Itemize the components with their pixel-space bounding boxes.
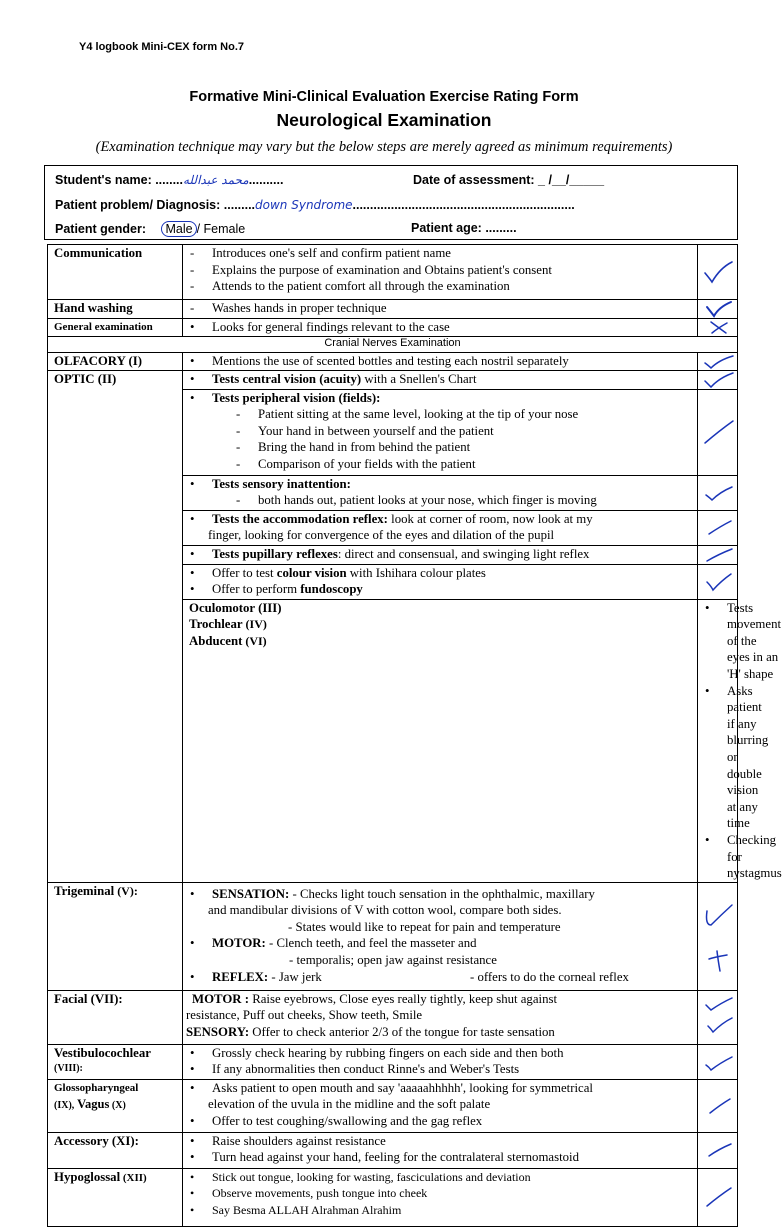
- row-hypoglossal: [48, 1168, 738, 1226]
- form-note: (Examination technique may vary but the below steps are merely agreed as minimum requirements): [95, 139, 673, 155]
- row-content: • Stick out tongue, looking for wasting, fasciculations and deviation • Observe movements, push tongue into cheek • Say Besma ALLAH Alrahman Alrahim: [183, 1168, 698, 1226]
- row-general-examination: [48, 319, 738, 337]
- checkmark-icon: [698, 1182, 737, 1212]
- row-content: MOTOR : Raise eyebrows, Close eyes really tightly, keep shut against resistance, Puff out cheeks, Show teeth, Smile SENSORY: Offer to check anterior 2/3 of the tongue for taste sensation: [183, 990, 698, 1044]
- row-label: General examination: [48, 319, 183, 337]
- row-content: • Raise shoulders against resistance • Turn head against your hand, feeling for the contralateral sternomastoid: [183, 1132, 698, 1168]
- form-subject-title: Neurological Examination: [276, 110, 492, 130]
- diagnosis-label: Patient problem/ Diagnosis: .........: [55, 198, 256, 212]
- row-label: OLFACORY (I): [48, 352, 183, 370]
- row-trigeminal: [48, 882, 738, 990]
- row-content: • Mentions the use of scented bottles and testing each nostril separately: [183, 352, 698, 370]
- patient-age: Patient age: .........: [411, 221, 517, 235]
- row-content: • Tests movement of the eyes in an 'H' shape • Asks patient if any blurring or double vision at any time • Checking for nystagmus: [698, 599, 738, 882]
- check-cell: [698, 352, 738, 370]
- checkmark-icon: [698, 996, 737, 1038]
- row-content: • Tests pupillary reflexes: direct and consensual, and swinging light reflex: [183, 545, 698, 564]
- checkmark-icon: [698, 300, 737, 318]
- row-content: • Asks patient to open mouth and say 'aaaaahhhhh', looking for symmetrical elevation of the uvula in the midline and the soft palate • Offer to test coughing/swallowing and the gag reflex: [183, 1079, 698, 1132]
- gender-options: [161, 222, 245, 236]
- row-content: • Looks for general findings relevant to the case: [183, 319, 698, 337]
- cross-mark-icon: [698, 945, 737, 975]
- check-cell: [698, 1079, 738, 1132]
- check-cell: [698, 245, 738, 300]
- row-olfactory: [48, 352, 738, 370]
- student-name-label: Student's name: ........: [55, 173, 183, 187]
- row-cranial-nerves-heading: [48, 336, 738, 352]
- row-content: • Tests sensory inattention: - both hands out, patient looks at your nose, which finger is moving: [183, 475, 698, 510]
- check-cell: [698, 510, 738, 545]
- row-handwashing: [48, 300, 738, 319]
- row-content: • Tests peripheral vision (fields): - Patient sitting at the same level, looking at the tip of your nose - Your hand in between yourself and the patient - Bring the hand in from behind the patient - Comparison of your fields with the patient: [183, 389, 698, 475]
- row-content: • Tests central vision (acuity) with a Snellen's Chart: [183, 370, 698, 389]
- checkmark-icon: [698, 1139, 737, 1161]
- row-content: • Grossly check hearing by rubbing fingers on each side and then both • If any abnormalities then conduct Rinne's and Weber's Tests: [183, 1044, 698, 1079]
- diagnosis-line: [55, 198, 575, 212]
- student-name-dots: ..........: [248, 173, 284, 187]
- row-content: - Washes hands in proper technique: [183, 300, 698, 319]
- check-cell: [698, 564, 738, 599]
- diagnosis-dots: ................................................................: [352, 198, 575, 212]
- checkmark-icon: [698, 483, 737, 503]
- row-facial: [48, 990, 738, 1044]
- row-content: • SENSATION: - Checks light touch sensation in the ophthalmic, maxillary and mandibular divisions of V with cotton wool, compare both sides. - States would like to repeat for pain and temperature • MOTOR: - Clench teeth, and feel the masseter and - temporalis; open jaw against resistance • REFLEX: - Jaw jerk - offers to do the corneal reflex: [183, 882, 698, 990]
- row-label: Accessory (XI):: [48, 1132, 183, 1168]
- check-cell: [698, 300, 738, 319]
- checkmark-icon: [698, 417, 737, 447]
- female-option: / Female: [196, 222, 246, 236]
- check-cell: [698, 370, 738, 389]
- row-glossopharyngeal-vagus: [48, 1079, 738, 1132]
- form-number-header: Y4 logbook Mini-CEX form No.7: [79, 41, 245, 53]
- checkmark-icon: [698, 257, 737, 287]
- section-heading: Cranial Nerves Examination: [48, 336, 738, 352]
- row-label: Vestibulocochlear (VIII):: [48, 1044, 183, 1079]
- student-name-line: [55, 173, 283, 187]
- checkmark-icon: [698, 353, 737, 370]
- checkmark-icon: [698, 571, 737, 593]
- checkmark-icon: [698, 1093, 737, 1119]
- row-label: Facial (VII):: [48, 990, 183, 1044]
- male-circled-option: Male: [161, 221, 196, 237]
- row-label: Communication: [48, 245, 183, 300]
- row-label: Glossopharyngeal (IX), Vagus (X): [48, 1079, 183, 1132]
- cross-mark-icon: [698, 319, 737, 335]
- checkmark-icon: [698, 371, 737, 389]
- check-cell: [698, 319, 738, 337]
- check-cell: [698, 475, 738, 510]
- diagnosis-handwriting: down Syndrome: [255, 198, 353, 212]
- row-label: OPTIC (II): [48, 370, 183, 882]
- checkmark-icon: [698, 1051, 737, 1073]
- rating-table: [47, 244, 782, 1227]
- checkmark-icon: [698, 883, 737, 945]
- gender-label: Patient gender:: [55, 222, 146, 236]
- row-label: Trigeminal (V):: [48, 882, 183, 990]
- row-accessory: [48, 1132, 738, 1168]
- gender-line: [55, 221, 245, 237]
- check-cell: [698, 389, 738, 475]
- check-cell: [698, 1044, 738, 1079]
- student-name-handwriting: محمد عبدالله: [183, 173, 249, 187]
- checkmark-icon: [698, 518, 737, 538]
- row-communication: [48, 245, 738, 300]
- check-cell: [698, 882, 738, 990]
- check-cell: [698, 990, 738, 1044]
- form-title: Formative Mini-Clinical Evaluation Exercise Rating Form: [189, 89, 579, 105]
- check-cell: [698, 1168, 738, 1226]
- check-cell: [698, 545, 738, 564]
- row-vestibulocochlear: [48, 1044, 738, 1079]
- row-label: Hypoglossal (XII): [48, 1168, 183, 1226]
- row-content: - Introduces one's self and confirm patient name - Explains the purpose of examination and Obtains patient's consent - Attends to the patient comfort all through the examination: [183, 245, 698, 300]
- student-info-box: [44, 165, 738, 240]
- row-optic-acuity: [48, 370, 738, 389]
- row-content: • Offer to test colour vision with Ishihara colour plates • Offer to perform fundoscopy: [183, 564, 698, 599]
- date-of-assessment: Date of assessment: _ /__/_____: [413, 173, 605, 187]
- row-label: Hand washing: [48, 300, 183, 319]
- row-label: Oculomotor (III) Trochlear (IV) Abducent (VI): [183, 599, 698, 882]
- row-content: • Tests the accommodation reflex: look at corner of room, now look at my finger, looking for convergence of the eyes and dilation of the pupil: [183, 510, 698, 545]
- checkmark-icon: [698, 546, 737, 564]
- check-cell: [698, 1132, 738, 1168]
